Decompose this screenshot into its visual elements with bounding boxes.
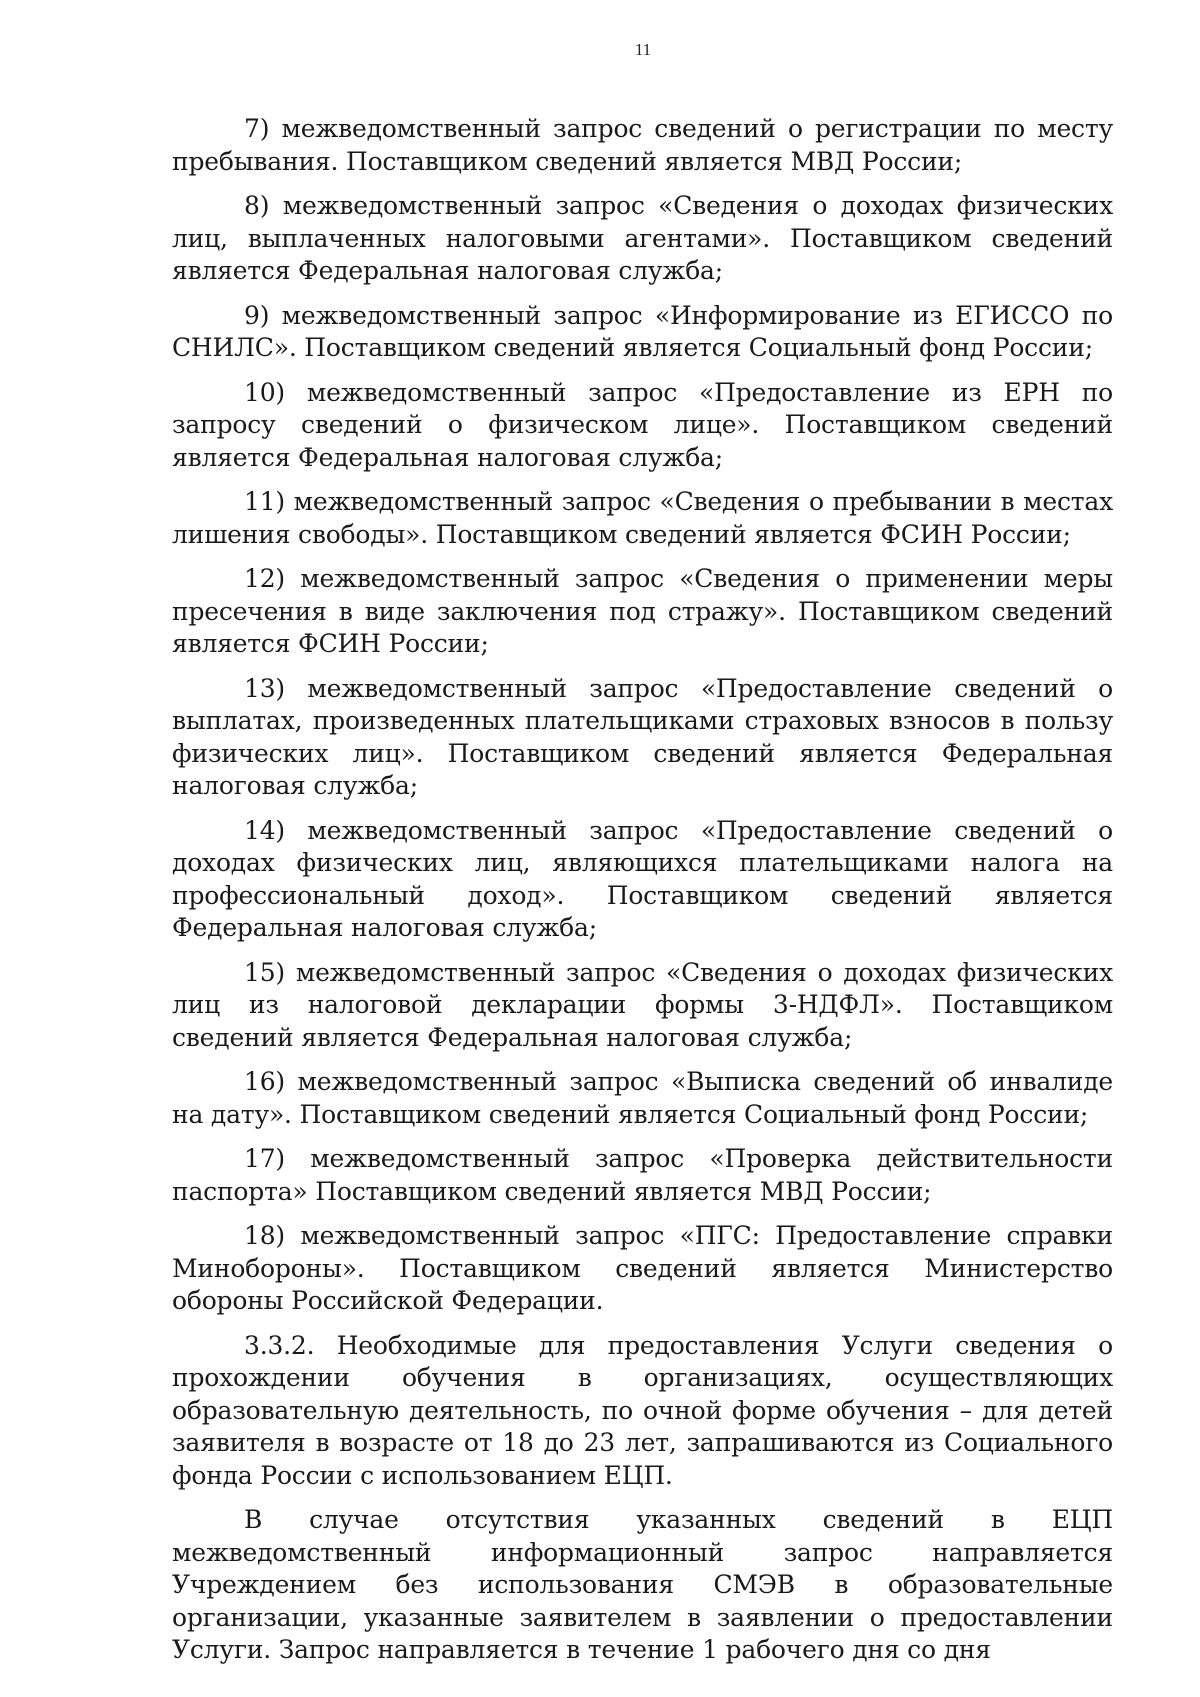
paragraph-item-7: 7) межведомственный запрос сведений о регистрации по месту пребывания. Поставщиком сведений является МВД России;	[172, 114, 1113, 176]
document-body	[172, 113, 1113, 1667]
paragraph-item-11: 11) межведомственный запрос «Сведения о пребывании в местах лишения свободы». Поставщиком сведений является ФСИН России;	[172, 487, 1113, 549]
page-number: 11	[634, 40, 652, 59]
paragraph-item-9: 9) межведомственный запрос «Информирование из ЕГИССО по СНИЛС». Поставщиком сведений является Социальный фонд России;	[172, 300, 1113, 362]
paragraph-item-18: 18) межведомственный запрос «ПГС: Предоставление справки Минобороны». Поставщиком сведений является Министерство обороны Российской Федерации.	[172, 1221, 1113, 1315]
paragraph-item-15: 15) межведомственный запрос «Сведения о доходах физических лиц из налоговой декларации формы 3-НДФЛ». Поставщиком сведений является Федеральная налоговая служба;	[172, 957, 1113, 1052]
paragraph-item-16: 16) межведомственный запрос «Выписка сведений об инвалиде на дату». Поставщиком сведений является Социальный фонд России;	[172, 1067, 1113, 1129]
paragraph-item-17: 17) межведомственный запрос «Проверка действительности паспорта» Поставщиком сведений является МВД России;	[172, 1144, 1113, 1206]
paragraph-item-13: 13) межведомственный запрос «Предоставление сведений о выплатах, произведенных плательщиками страховых взносов в пользу физических лиц». Поставщиком сведений является Федеральная налоговая служба;	[172, 673, 1113, 800]
paragraph-item-14: 14) межведомственный запрос «Предоставление сведений о доходах физических лиц, являющихся плательщиками налога на профессиональный доход». Поставщиком сведений является Федеральная налоговая служба;	[172, 815, 1113, 942]
paragraph-absence-case: В случае отсутствия указанных сведений в ЕЦП межведомственный информационный запрос направляется Учреждением без использования СМЭВ в образовательные организации, указанные заявителем в заявлении о предоставлении Услуги. Запрос направляется в течение 1 рабочего дня со дня	[172, 1505, 1113, 1664]
paragraph-item-8: 8) межведомственный запрос «Сведения о доходах физических лиц, выплаченных налоговыми агентами». Поставщиком сведений является Федеральная налоговая служба;	[172, 191, 1113, 285]
paragraph-item-10: 10) межведомственный запрос «Предоставление из ЕРН по запросу сведений о физическом лице». Поставщиком сведений является Федеральная налоговая служба;	[172, 377, 1113, 472]
paragraph-item-12: 12) межведомственный запрос «Сведения о применении меры пресечения в виде заключения под стражу». Поставщиком сведений является ФСИН России;	[172, 564, 1113, 658]
paragraph-section-3-3-2: 3.3.2. Необходимые для предоставления Услуги сведения о прохождении обучения в организациях, осуществляющих образовательную деятельность, по очной форме обучения – для детей заявителя в возрасте от 18 до 23 лет, запрашиваются из Социального фонда России с использованием ЕЦП.	[172, 1330, 1113, 1490]
